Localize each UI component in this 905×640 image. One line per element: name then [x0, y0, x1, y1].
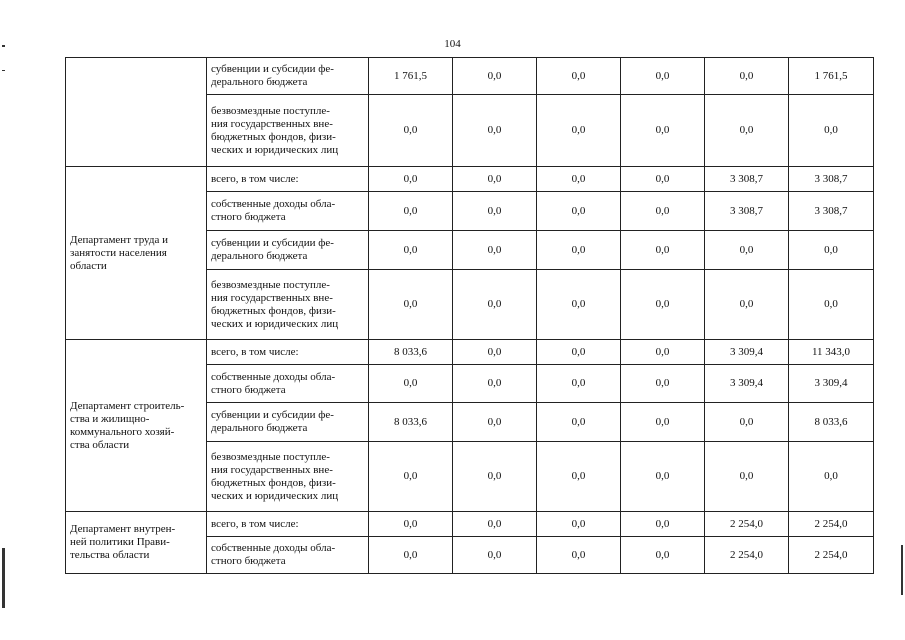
value-cell: 3 309,4: [789, 365, 874, 403]
value-cell: 0,0: [369, 365, 453, 403]
value-cell: 0,0: [789, 231, 874, 270]
value-cell: 0,0: [453, 167, 537, 192]
value-cell: 0,0: [537, 403, 621, 442]
value-cell: 3 308,7: [789, 192, 874, 231]
value-cell: 0,0: [705, 270, 789, 340]
value-cell: 0,0: [789, 95, 874, 167]
scan-edge-mark-right: [901, 545, 903, 595]
scan-edge-marks: [0, 0, 14, 640]
value-cell: 11 343,0: [789, 340, 874, 365]
funding-source-cell: всего, в том числе:: [207, 340, 369, 365]
page-number: 104: [444, 38, 461, 50]
value-cell: 2 254,0: [789, 512, 874, 537]
value-cell: 3 309,4: [705, 365, 789, 403]
value-cell: 0,0: [537, 231, 621, 270]
value-cell: 3 308,7: [789, 167, 874, 192]
value-cell: 2 254,0: [705, 537, 789, 574]
department-cell: Департамент внутрен- ней политики Прави- тельства области: [66, 512, 207, 574]
value-cell: 0,0: [789, 270, 874, 340]
value-cell: 0,0: [621, 442, 705, 512]
value-cell: 0,0: [453, 58, 537, 95]
value-cell: 0,0: [369, 442, 453, 512]
value-cell: 0,0: [705, 403, 789, 442]
value-cell: 0,0: [453, 365, 537, 403]
value-cell: 0,0: [537, 512, 621, 537]
value-cell: 0,0: [537, 340, 621, 365]
funding-source-cell: собственные доходы обла- стного бюджета: [207, 365, 369, 403]
value-cell: 0,0: [453, 537, 537, 574]
value-cell: 0,0: [621, 403, 705, 442]
value-cell: 0,0: [705, 231, 789, 270]
value-cell: 2 254,0: [705, 512, 789, 537]
value-cell: 0,0: [369, 537, 453, 574]
value-cell: 0,0: [453, 403, 537, 442]
funding-source-cell: всего, в том числе:: [207, 167, 369, 192]
value-cell: 8 033,6: [369, 340, 453, 365]
value-cell: 0,0: [621, 167, 705, 192]
value-cell: 0,0: [369, 270, 453, 340]
value-cell: 0,0: [537, 537, 621, 574]
value-cell: 8 033,6: [369, 403, 453, 442]
funding-source-cell: субвенции и субсидии фе- дерального бюджета: [207, 403, 369, 442]
table-row: [66, 340, 874, 365]
value-cell: 0,0: [537, 365, 621, 403]
value-cell: 0,0: [621, 58, 705, 95]
value-cell: 0,0: [453, 192, 537, 231]
department-cell: Департамент строитель- ства и жилищно- коммунального хозяй- ства области: [66, 340, 207, 512]
table-row: [66, 167, 874, 192]
value-cell: 0,0: [453, 512, 537, 537]
value-cell: 0,0: [537, 270, 621, 340]
value-cell: 0,0: [537, 192, 621, 231]
value-cell: 0,0: [537, 95, 621, 167]
value-cell: 0,0: [705, 95, 789, 167]
funding-source-cell: субвенции и субсидии фе- дерального бюджета: [207, 231, 369, 270]
value-cell: 0,0: [369, 192, 453, 231]
value-cell: 3 308,7: [705, 167, 789, 192]
value-cell: 0,0: [621, 192, 705, 231]
value-cell: 0,0: [621, 512, 705, 537]
table-row: [66, 512, 874, 537]
value-cell: 3 309,4: [705, 340, 789, 365]
value-cell: 0,0: [705, 58, 789, 95]
funding-source-cell: собственные доходы обла- стного бюджета: [207, 537, 369, 574]
value-cell: 0,0: [621, 231, 705, 270]
value-cell: 0,0: [453, 442, 537, 512]
funding-source-cell: всего, в том числе:: [207, 512, 369, 537]
funding-source-cell: собственные доходы обла- стного бюджета: [207, 192, 369, 231]
value-cell: 2 254,0: [789, 537, 874, 574]
value-cell: 0,0: [537, 442, 621, 512]
value-cell: 0,0: [453, 95, 537, 167]
value-cell: 8 033,6: [789, 403, 874, 442]
value-cell: 0,0: [369, 512, 453, 537]
value-cell: 0,0: [621, 537, 705, 574]
department-cell: [66, 58, 207, 167]
funding-source-cell: безвозмездные поступле- ния государственных вне- бюджетных фондов, физи- ческих и юридических лиц: [207, 270, 369, 340]
value-cell: 0,0: [369, 231, 453, 270]
value-cell: 0,0: [621, 270, 705, 340]
funding-source-cell: субвенции и субсидии фе- дерального бюджета: [207, 58, 369, 95]
value-cell: 0,0: [369, 167, 453, 192]
table-body: [66, 58, 874, 574]
value-cell: 1 761,5: [789, 58, 874, 95]
value-cell: 0,0: [705, 442, 789, 512]
value-cell: 3 308,7: [705, 192, 789, 231]
value-cell: 1 761,5: [369, 58, 453, 95]
value-cell: 0,0: [453, 231, 537, 270]
budget-table: [65, 57, 874, 574]
value-cell: 0,0: [537, 167, 621, 192]
value-cell: 0,0: [369, 95, 453, 167]
department-cell: Департамент труда и занятости населения области: [66, 167, 207, 340]
value-cell: 0,0: [453, 340, 537, 365]
value-cell: 0,0: [621, 340, 705, 365]
value-cell: 0,0: [453, 270, 537, 340]
funding-source-cell: безвозмездные поступле- ния государственных вне- бюджетных фондов, физи- ческих и юридических лиц: [207, 95, 369, 167]
funding-source-cell: безвозмездные поступле- ния государственных вне- бюджетных фондов, физи- ческих и юридических лиц: [207, 442, 369, 512]
value-cell: 0,0: [789, 442, 874, 512]
value-cell: 0,0: [621, 95, 705, 167]
table-row: [66, 58, 874, 95]
value-cell: 0,0: [621, 365, 705, 403]
value-cell: 0,0: [537, 58, 621, 95]
